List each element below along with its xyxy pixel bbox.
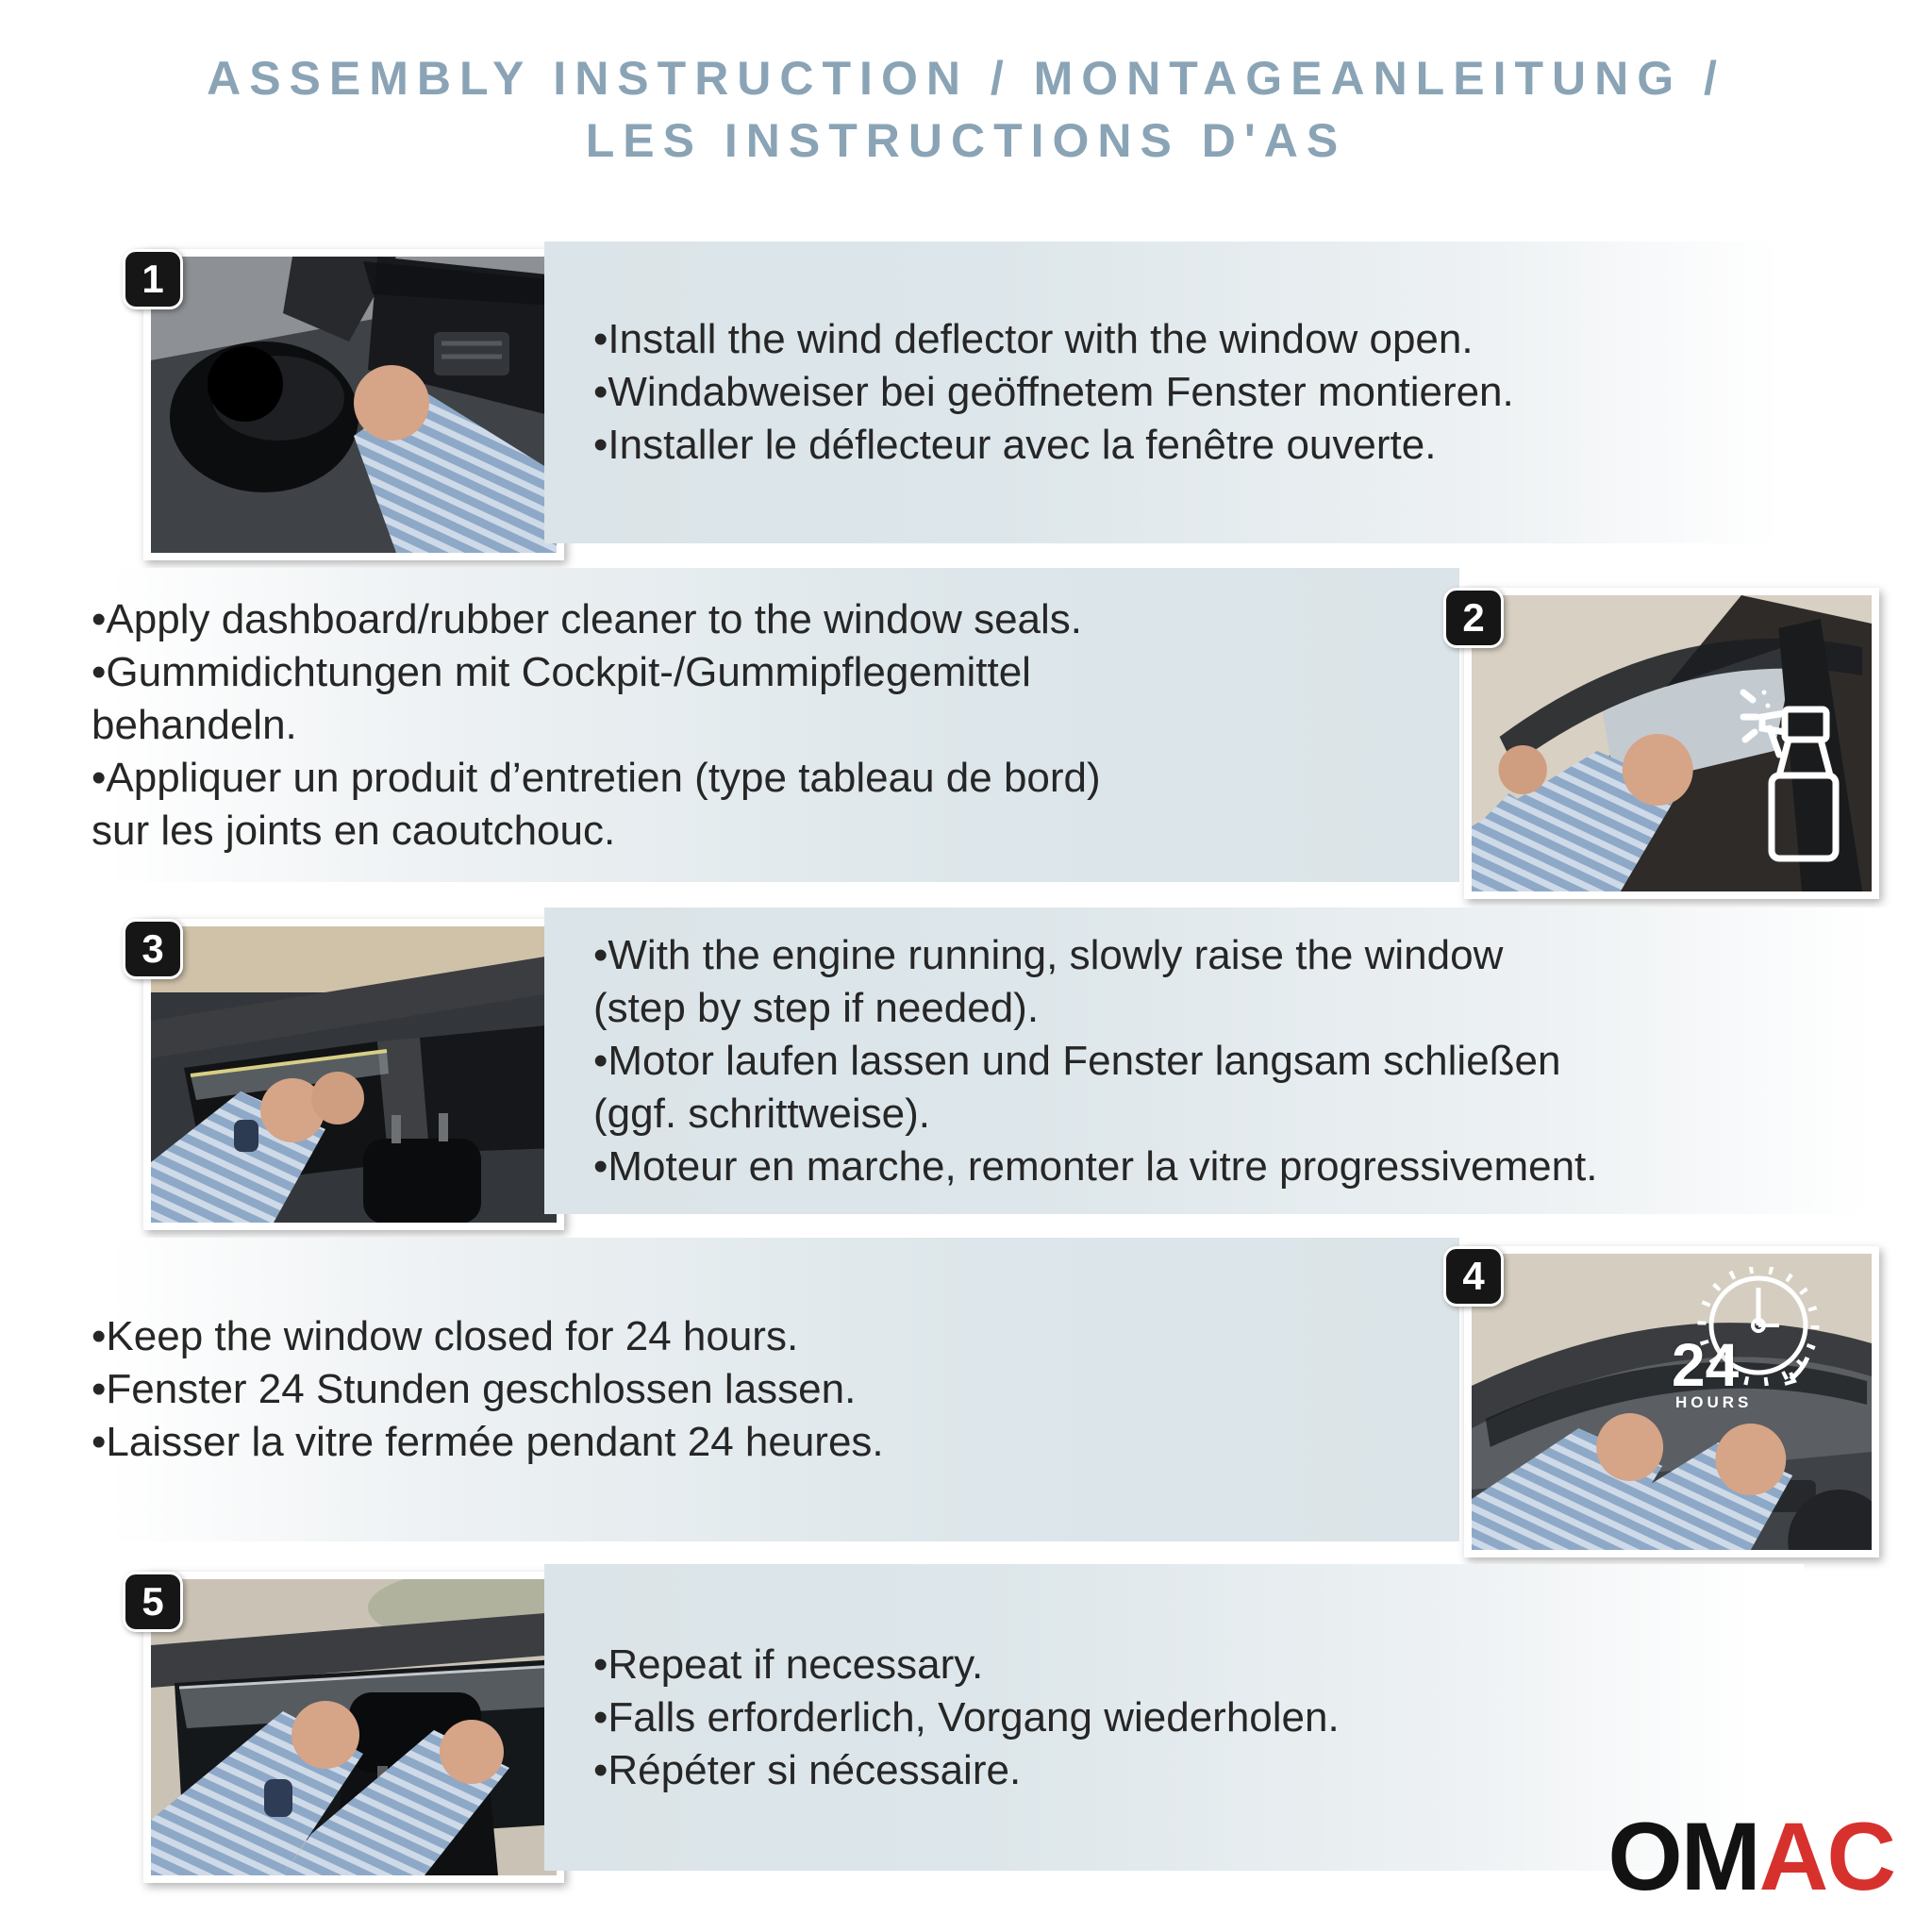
step1-line-fr: •Installer le déflecteur avec la fenêtre ouverte. [593, 422, 1437, 468]
step3-line-en1: •With the engine running, slowly raise the window [593, 931, 1504, 978]
step3-photo-illustration [151, 926, 557, 1223]
step5-line-en: •Repeat if necessary. [593, 1641, 984, 1688]
step2-line-de2: behandeln. [92, 701, 297, 748]
step1-number: 1 [142, 257, 164, 301]
step4-number-badge [1443, 1246, 1504, 1307]
omac-logo-red-part: AC [1758, 1803, 1894, 1910]
omac-logo-black-part: OM [1607, 1803, 1759, 1910]
page-title [0, 47, 1932, 172]
step3-line-en2: (step by step if needed). [593, 984, 1040, 1031]
page-title-line1: ASSEMBLY INSTRUCTION / MONTAGEANLEITUNG / [207, 52, 1725, 105]
page-title-line2: LES INSTRUCTIONS D'AS [585, 114, 1347, 167]
step5-photo-illustration [151, 1579, 557, 1875]
step2-line-de1: •Gummidichtungen mit Cockpit-/Gummipflegemittel [92, 648, 1031, 695]
step1-photo [143, 249, 564, 560]
24-hours-clock-icon [1664, 1267, 1824, 1418]
step3-photo [143, 919, 564, 1230]
step5-line-fr: •Répéter si nécessaire. [593, 1746, 1022, 1793]
clock-unit: HOURS [1675, 1393, 1753, 1411]
step2-number: 2 [1462, 595, 1485, 640]
omac-logo [1607, 1803, 1894, 1910]
clock-value: 24 [1672, 1331, 1740, 1399]
step4-text-panel [52, 1238, 1459, 1541]
step3-text-panel [544, 908, 1926, 1214]
step2-line-en: •Apply dashboard/rubber cleaner to the window seals. [92, 595, 1083, 642]
step3-number: 3 [142, 926, 164, 971]
step3-line-fr: •Moteur en marche, remonter la vitre progressivement. [593, 1142, 1598, 1190]
step3-line-de2: (ggf. schrittweise). [593, 1090, 930, 1137]
step1-number-badge [123, 249, 183, 309]
step1-line-de: •Windabweiser bei geöffnetem Fenster montieren. [593, 369, 1514, 415]
step5-number-badge [123, 1572, 183, 1632]
step1-line-en: •Install the wind deflector with the window open. [593, 316, 1474, 362]
step5-number: 5 [142, 1579, 164, 1624]
step4-line-en: •Keep the window closed for 24 hours. [92, 1313, 799, 1359]
step3-number-badge [123, 919, 183, 979]
step2-line-fr2: sur les joints en caoutchouc. [92, 807, 616, 854]
step4-number: 4 [1462, 1254, 1485, 1298]
step2-number-badge [1443, 588, 1504, 648]
step2-text-panel [52, 568, 1459, 882]
step2-line-fr1: •Appliquer un produit d’entretien (type tableau de bord) [92, 754, 1101, 801]
step1-photo-illustration [151, 257, 557, 553]
spray-bottle-icon [1736, 664, 1849, 867]
step5-photo [143, 1572, 564, 1883]
step5-line-de: •Falls erforderlich, Vorgang wiederholen. [593, 1693, 1340, 1740]
step2-photo [1464, 588, 1879, 899]
step4-line-fr: •Laisser la vitre fermée pendant 24 heures. [92, 1419, 884, 1465]
step4-line-de: •Fenster 24 Stunden geschlossen lassen. [92, 1366, 857, 1412]
step3-line-de1: •Motor laufen lassen und Fenster langsam schließen [593, 1037, 1561, 1084]
step4-photo [1464, 1246, 1879, 1557]
step1-text-panel [544, 242, 1832, 543]
